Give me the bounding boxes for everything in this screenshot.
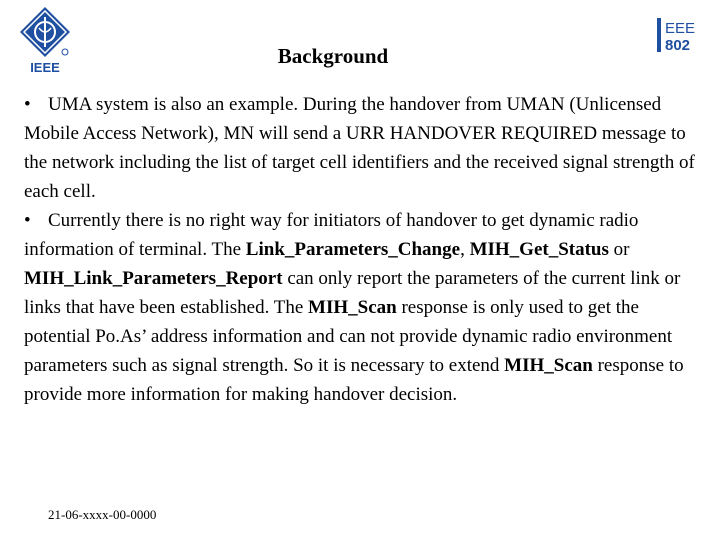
term-mih-scan: MIH_Scan [308,297,397,318]
term-link-parameters-change: Link_Parameters_Change [245,239,461,260]
bullet-text: response is only used to get the potential Po.As’ address information and can not provide dynamic radio environment parameters such as signal strength. So it is necessary to extend [24,297,673,376]
ieee-802-line2: 802 [665,37,691,53]
term-mih-scan: MIH_Scan [504,355,593,376]
term-mih-link-parameters-report: MIH_Link_Parameters_Report [24,268,283,289]
bullet-text: or [608,239,630,260]
ieee-802-line1: EEE [665,20,696,37]
term-mih-get-status: MIH_Get_Status [469,239,609,260]
bullet-text: , [460,239,470,260]
slide-title: Background [277,44,389,68]
bullet-item [24,206,696,409]
bullet-marker: • [24,94,31,115]
bullet-text: UMA system is also an example. During the handover from UMAN (Unlicensed Mobile Access Network), MN will send a URR HANDOVER REQUIRED message to the network including the list of target cell identifiers and the received signal strength of each cell. [24,94,695,202]
bullet-text: response to provide more information for making handover decision. [24,355,684,405]
ieee-logo-label: IEEE [30,60,60,75]
bullet-text: can only report the parameters of the current link or links that have been established. The [24,268,681,318]
bullet-item [24,90,696,206]
bullet-marker: • [24,210,31,231]
bullet-text: Currently there is no right way for initiators of handover to get dynamic radio information of terminal. The [24,210,639,260]
doc-number: 21-06-xxxx-00-0000 [48,507,157,522]
slide-body [24,90,696,409]
